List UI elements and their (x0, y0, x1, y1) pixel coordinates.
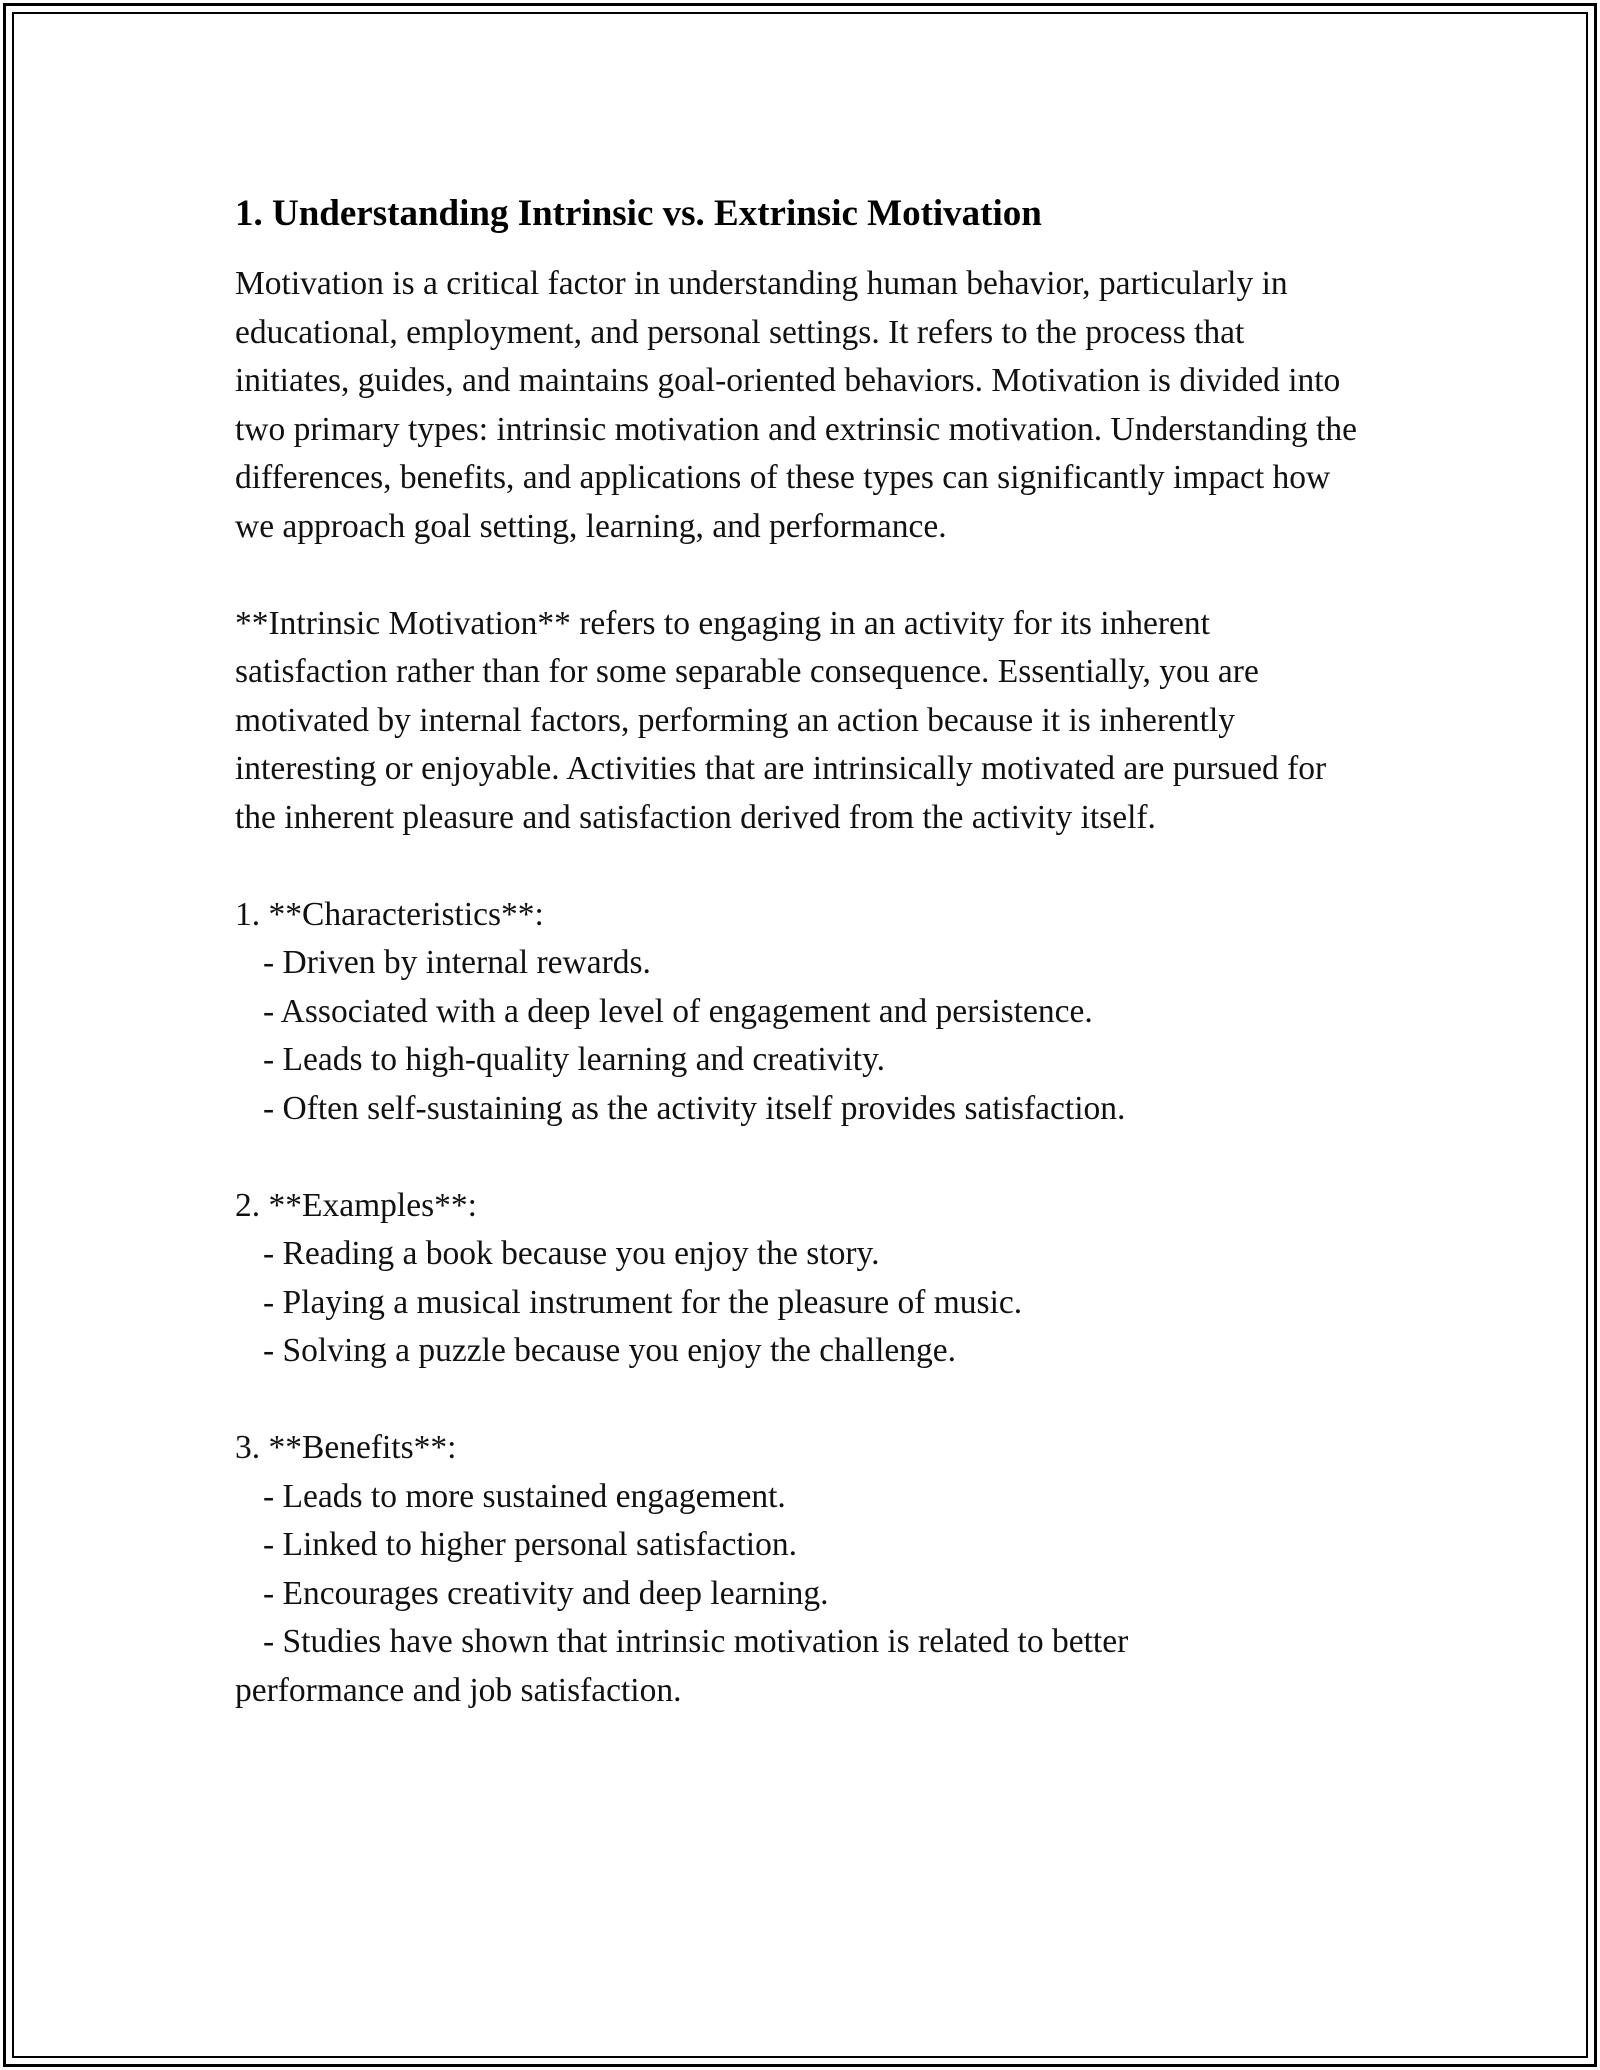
list-item: - Playing a musical instrument for the pleasure of music. (263, 1283, 1023, 1321)
paragraph-intro: Motivation is a critical factor in understanding human behavior, particularly in educational, employment, and personal settings. It refers to the process that initiates, guides, and maintains goal-oriented behaviors. Motivation is divided into two primary types: intrinsic motivation and extrinsic motivation. Understanding the differences, benefits, and applications of these types can significantly impact how we approach goal setting, learning, and performance. (235, 265, 1366, 545)
list-item: - Leads to high-quality learning and creativity. (263, 1041, 886, 1078)
list-item: - Reading a book because you enjoy the story. (263, 1235, 880, 1272)
list-examples (235, 1182, 1365, 1376)
list-item: - Solving a puzzle because you enjoy the challenge. (263, 1332, 957, 1369)
list-title: 1. **Characteristics**: (235, 895, 544, 933)
list-benefits (235, 1424, 1365, 1715)
list-item: - Driven by internal rewards. (263, 944, 651, 981)
list-item: - Linked to higher personal satisfaction. (263, 1526, 797, 1563)
list-item: - Encourages creativity and deep learning. (263, 1574, 829, 1612)
document-body (235, 185, 1365, 1715)
list-title: 3. **Benefits**: (235, 1429, 457, 1466)
list-item-continuation: performance and job satisfaction. (235, 1671, 682, 1709)
list-title: 2. **Examples**: (235, 1186, 477, 1224)
list-characteristics (235, 891, 1365, 1134)
list-item: - Studies have shown that intrinsic motivation is related to better (263, 1623, 1129, 1660)
paragraph-intrinsic: **Intrinsic Motivation** refers to engaging in an activity for its inherent satisfaction rather than for some separable consequence. Essentially, you are motivated by internal factors, performing an action because it is inherently interesting or enjoyable. Activities that are intrinsically motivated are pursued for the inherent pleasure and satisfaction derived from the activity itself. (235, 604, 1335, 836)
section-heading: 1. Understanding Intrinsic vs. Extrinsic Motivation (235, 193, 1042, 234)
list-item: - Leads to more sustained engagement. (263, 1477, 786, 1515)
list-item: - Often self-sustaining as the activity itself provides satisfaction. (263, 1089, 1126, 1127)
list-item: - Associated with a deep level of engagement and persistence. (263, 992, 1093, 1030)
